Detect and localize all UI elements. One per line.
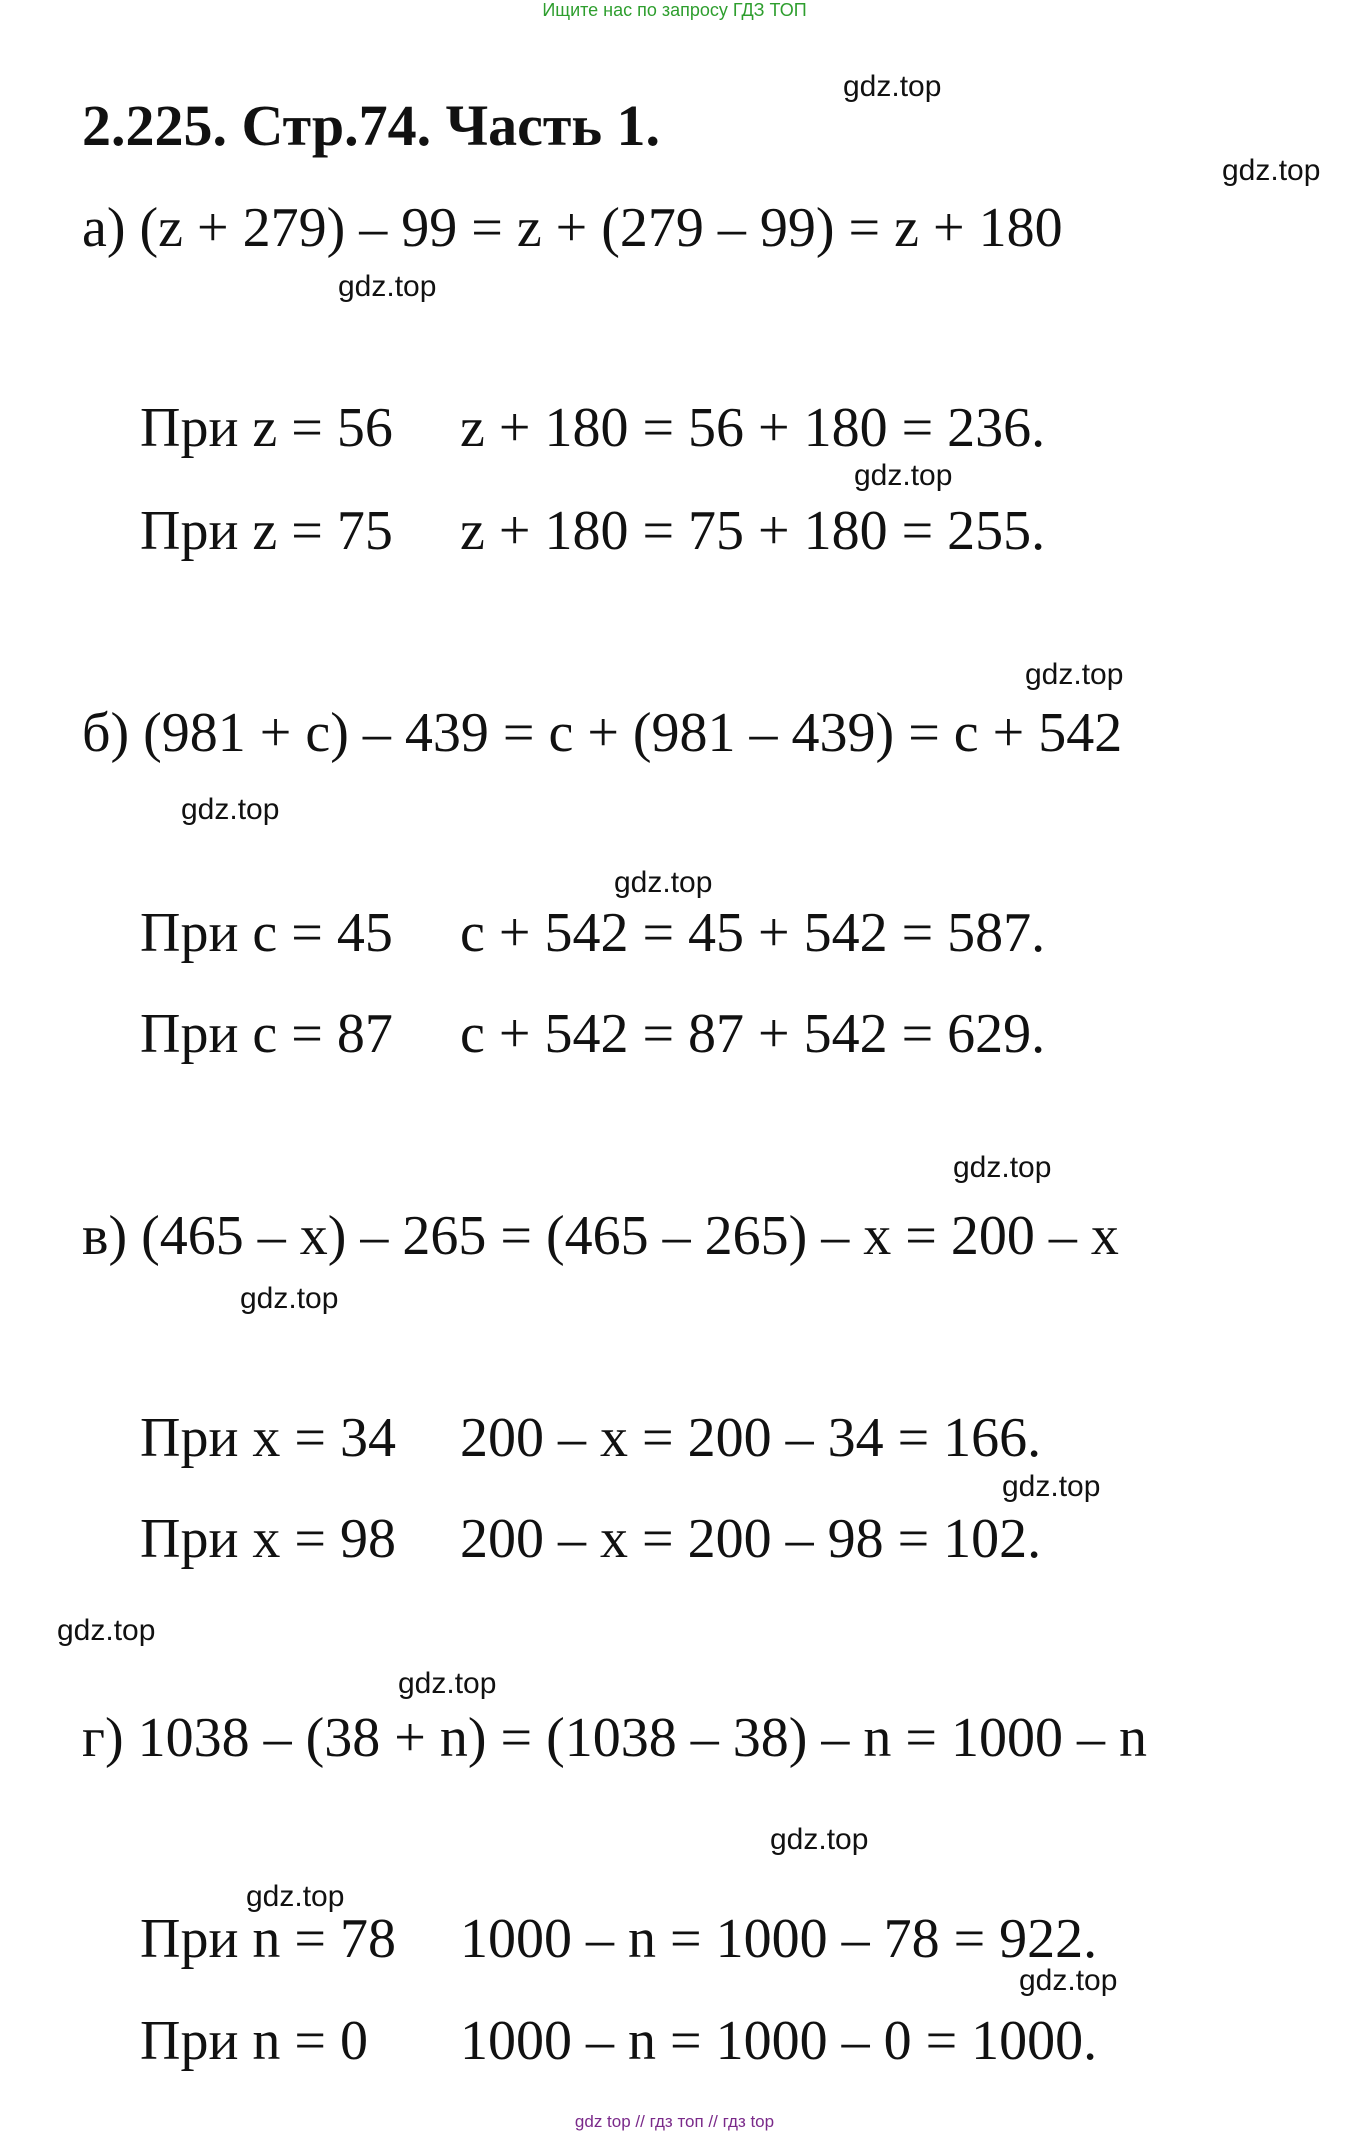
watermark: gdz.top — [181, 793, 280, 826]
watermark: gdz.top — [953, 1151, 1052, 1184]
watermark: gdz.top — [246, 1880, 345, 1913]
watermark: gdz.top — [240, 1282, 339, 1315]
case-result: 200 – x = 200 – 34 = 166. — [460, 1407, 1042, 1469]
case-label: При n = 0 — [140, 2010, 368, 2072]
equation-c: в) (465 – x) – 265 = (465 – 265) – x = 200 – x — [82, 1205, 1119, 1267]
case-label: При x = 34 — [140, 1407, 396, 1469]
watermark: gdz.top — [843, 70, 942, 103]
case-d-2 — [140, 2010, 1098, 2072]
watermark: gdz.top — [854, 459, 953, 492]
footer-note: gdz top // гдз топ // гдз top — [574, 2112, 775, 2131]
header-note: Ищите нас по запросу ГДЗ ТОП — [542, 0, 807, 20]
case-b-2 — [140, 1003, 1046, 1065]
case-c-1 — [140, 1407, 1042, 1469]
case-result: 200 – x = 200 – 98 = 102. — [460, 1508, 1042, 1570]
case-label: При c = 45 — [140, 902, 393, 964]
case-result: c + 542 = 87 + 542 = 629. — [460, 1003, 1046, 1065]
watermark: gdz.top — [338, 270, 437, 303]
watermark: gdz.top — [57, 1614, 156, 1647]
case-a-2 — [140, 500, 1046, 562]
case-result: 1000 – n = 1000 – 0 = 1000. — [460, 2010, 1098, 2072]
watermark: gdz.top — [1019, 1964, 1118, 1997]
case-label: При x = 98 — [140, 1508, 396, 1570]
case-d-1 — [140, 1908, 1098, 1970]
case-c-2 — [140, 1508, 1042, 1570]
watermark: gdz.top — [1222, 154, 1321, 187]
case-label: При c = 87 — [140, 1003, 393, 1065]
case-result: c + 542 = 45 + 542 = 587. — [460, 902, 1046, 964]
case-b-1 — [140, 902, 1046, 964]
watermark: gdz.top — [1025, 658, 1124, 691]
case-result: z + 180 = 56 + 180 = 236. — [460, 397, 1046, 459]
equation-d: г) 1038 – (38 + n) = (1038 – 38) – n = 1000 – n — [82, 1707, 1147, 1769]
case-label: При z = 56 — [140, 397, 393, 459]
watermark: gdz.top — [398, 1667, 497, 1700]
case-result: 1000 – n = 1000 – 78 = 922. — [460, 1908, 1098, 1970]
watermark: gdz.top — [614, 866, 713, 899]
equation-b: б) (981 + c) – 439 = c + (981 – 439) = c + 542 — [82, 702, 1123, 764]
case-result: z + 180 = 75 + 180 = 255. — [460, 500, 1046, 562]
equation-a: а) (z + 279) – 99 = z + (279 – 99) = z + 180 — [82, 197, 1063, 259]
case-a-1 — [140, 397, 1046, 459]
case-label: При n = 78 — [140, 1908, 396, 1970]
case-label: При z = 75 — [140, 500, 393, 562]
watermark: gdz.top — [1002, 1470, 1101, 1503]
watermark: gdz.top — [770, 1823, 869, 1856]
page-title: 2.225. Стр.74. Часть 1. — [82, 93, 661, 158]
